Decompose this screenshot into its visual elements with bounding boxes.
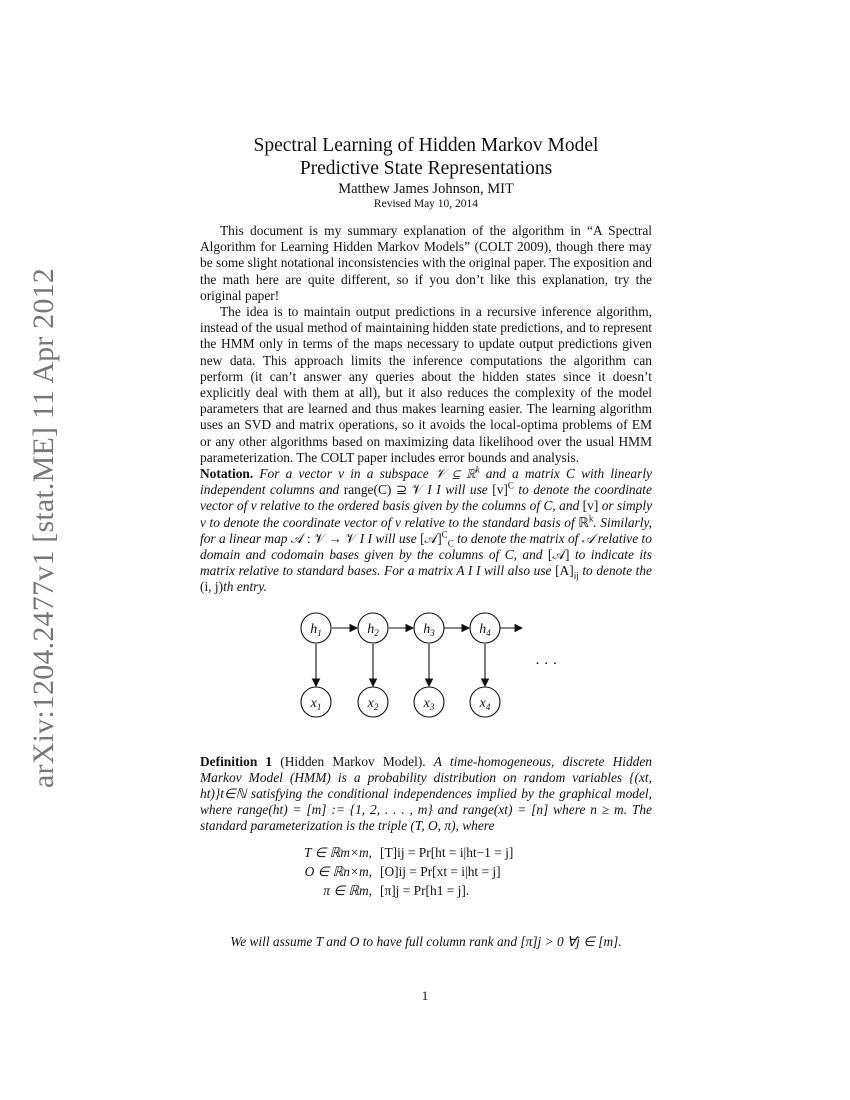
eq3-right: [π]j = Pr[h1 = j]. <box>380 882 470 898</box>
title-line-1: Spectral Learning of Hidden Markov Model <box>253 135 599 156</box>
equation-row <box>200 862 652 881</box>
eq1-left: T ∈ ℝm×m, <box>304 844 372 860</box>
label-x1: $x_1$ <box>310 695 322 712</box>
eq2-left: O ∈ ℝn×m, <box>304 863 372 879</box>
eq3-left: π ∈ ℝm, <box>323 882 372 898</box>
author: Matthew James Johnson, MIT <box>338 181 514 197</box>
notation-paragraph: Notation. For a vector v in a subspace 𝒱 ⊆ ℝ$^k$ and a matrix C with linearly independent columns and range(C) ⊇ 𝒱 I I will use $[v]^C$ to denote the coordinate vector of v relative to the ordered basis given by the columns of C, and [v] or simply v to denote the coordinate vector of v relative to the standard basis of ℝ$^k$. Similarly, for a linear map 𝒜 : 𝒱 → 𝒱 I I will use [𝒜]$^C_C$ to denote the matrix of 𝒜 relative to domain and codomain bases given by the columns of C, and [𝒜] to indicate its matrix relative to standard bases. For a matrix A I I will also use $[A]_{ij}$ to denote the (i, j)th entry. <box>200 464 653 595</box>
label-x4: $x_4$ <box>479 695 491 712</box>
label-x2: $x_2$ <box>367 695 379 712</box>
label-h3: $h_3$ <box>423 621 435 638</box>
label-x3: $x_3$ <box>423 695 435 712</box>
arxiv-sidebar <box>6 0 66 1100</box>
label-h1: $h_1$ <box>310 621 322 638</box>
equation-row <box>200 881 652 900</box>
hmm-graphical-model <box>200 610 652 740</box>
equation-row <box>200 843 652 862</box>
notation-label: Notation. <box>200 466 254 482</box>
label-h4: $h_4$ <box>479 621 491 638</box>
assumption-text: We will assume T and O to have full column rank and [π]j > 0 ∀j ∈ [m]. <box>230 933 622 949</box>
parameterization-equations <box>200 843 652 900</box>
eq2-right: [O]ij = Pr[xt = i|ht = j] <box>380 863 501 879</box>
idea-paragraph: The idea is to maintain output predictions in a recursive inference algorithm, instead of the usual method of maintaining hidden state predictions, and to represent the HMM only in terms of the maps necessary to update output predictions given new data. This approach limits the inference computations the algorithm can perform (it can’t answer any queries about the hidden states since it doesn’t explicitly deal with them at all), but it also reduces the complexity of the model parameters that are learned and thus makes learning easier. The learning algorithm uses an SVD and matrix operations, so it avoids the local-optima problems of EM or any other algorithms based on maximizing data likelihood over the usual HMM parameterization. The COLT paper includes error bounds and analysis. <box>200 304 652 465</box>
definition-paren: (Hidden Markov Model). <box>280 753 426 769</box>
page-number: 1 <box>421 988 429 1003</box>
paper-title <box>200 134 652 180</box>
hmm-diagram-svg <box>200 610 652 740</box>
definition-paragraph <box>200 754 652 835</box>
revised-date: Revised May 10, 2014 <box>373 198 479 210</box>
diagram-ellipsis: · · · <box>535 655 558 672</box>
eq1-right: [T]ij = Pr[ht = i|ht−1 = j] <box>380 844 514 860</box>
arxiv-id: arXiv:1204.2477v1 [stat.ME] 11 Apr 2012 <box>27 268 60 788</box>
definition-label: Definition 1 <box>200 753 273 769</box>
title-line-2: Predictive State Representations <box>299 158 553 179</box>
emission-edges <box>316 644 485 686</box>
paper-page <box>200 134 652 950</box>
intro-paragraph: This document is my summary explanation of the algorithm in “A Spectral Algorithm for Learning Hidden Markov Models” (COLT 2009), though there may be some slight notational inconsistencies with the original paper. The exposition and the math here are quite different, so if you don’t like this explanation, try the original paper! <box>200 223 652 303</box>
label-h2: $h_2$ <box>367 621 379 638</box>
definition-text: A time-homogeneous, discrete Hidden Markov Model (HMM) is a probability distribution on random variables {(xt, ht)}t∈ℕ satisfying the conditional independences implied by the graphical model, where range(ht) = [m] := {1, 2, . . . , m} and range(xt) = [n] where n ≥ m. The standard parameterization is the triple (T, O, π), where <box>200 753 652 834</box>
